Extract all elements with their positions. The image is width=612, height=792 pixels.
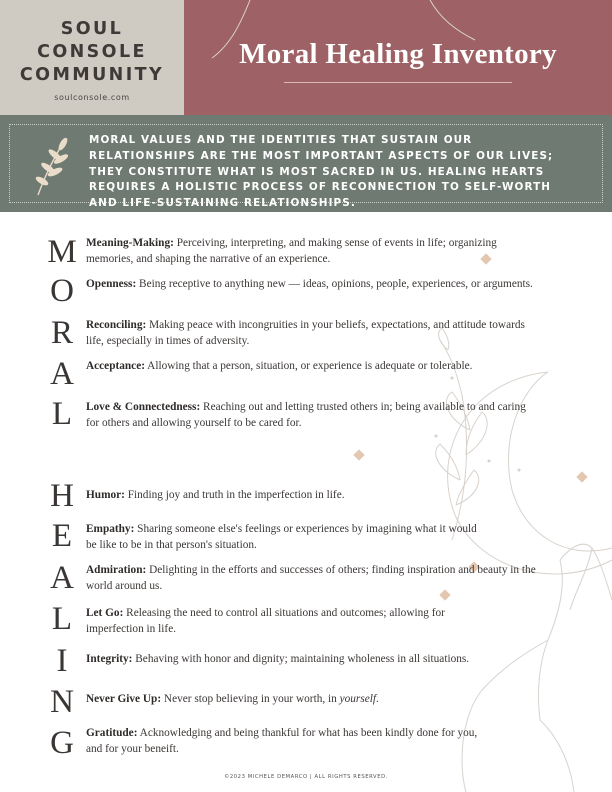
entry-love-connectedness <box>86 400 541 431</box>
entry-text: Finding joy and truth in the imperfection in life. <box>127 489 345 501</box>
acrostic-letter-o: O <box>50 273 74 309</box>
entry-term: Reconciling: <box>86 319 147 331</box>
brand-line-2: CONSOLE <box>37 42 147 62</box>
acrostic-letter-n: N <box>50 684 74 720</box>
acrostic-letter-g: G <box>50 725 74 761</box>
acrostic-letter-l2: L <box>51 601 73 637</box>
entry-term: Openness: <box>86 278 137 290</box>
entry-meaning-making <box>86 236 541 267</box>
acrostic-letter-h: H <box>50 478 74 514</box>
entry-term: Love & Connectedness: <box>86 401 201 413</box>
entry-term: Humor: <box>86 489 125 501</box>
entry-text: Making peace with incongruities in your beliefs, expectations, and attitude towards life, especially in times of adversity. <box>86 319 525 347</box>
brand-url[interactable]: soulconsole.com <box>54 93 130 102</box>
entry-empathy <box>86 522 486 553</box>
acrostic-letter-r: R <box>50 315 73 351</box>
entry-term: Meaning-Making: <box>86 237 174 249</box>
entry-text: Allowing that a person, situation, or experience is adequate or tolerable. <box>147 360 473 372</box>
entry-never-give-up <box>86 692 541 708</box>
acrostic-letter-a2: A <box>50 560 74 596</box>
entry-text: Acknowledging and being thankful for what has been kindly done for you, and for your beneift. <box>86 727 478 755</box>
entry-openness <box>86 277 541 293</box>
entry-admiration <box>86 563 541 594</box>
brand-line-3: COMMUNITY <box>19 65 165 85</box>
entry-tail: . <box>376 693 379 705</box>
entry-gratitude <box>86 726 496 757</box>
entry-text: Sharing someone else's feelings or experiences by imagining what it would be like to be in that person's situation. <box>86 523 477 551</box>
entry-acceptance <box>86 359 486 375</box>
entry-term: Admiration: <box>86 564 147 576</box>
entry-term: Never Give Up: <box>86 693 162 705</box>
entry-reconciling <box>86 318 541 349</box>
acrostic-letter-e: E <box>51 518 73 554</box>
entry-term: Let Go: <box>86 607 124 619</box>
entry-text: Delighting in the efforts and successes of others; finding inspiration and beauty in the world around us. <box>86 564 536 592</box>
entry-text: Perceiving, interpreting, and making sense of events in life; organizing memories, and shaping the narrative of an experience. <box>86 237 497 265</box>
acrostic-letter-l: L <box>51 396 73 432</box>
intro-text: MORAL VALUES AND THE IDENTITIES THAT SUSTAIN OUR RELATIONSHIPS ARE THE MOST IMPORTANT ASPECTS OF OUR LIVES; THEY CONSTITUTE WHAT IS MOST SACRED IN US. HEALING HEARTS REQUIRES A HOLISTIC PROCESS OF RECONNECTION TO SELF-WORTH AND LIFE-SUSTAINING RELATIONSHIPS. <box>89 134 554 210</box>
entry-text: Releasing the need to control all situations and outcomes; allowing for imperfection in life. <box>86 607 445 635</box>
entry-integrity <box>86 652 556 668</box>
acrostic-letter-a: A <box>50 356 74 392</box>
brand-line-1: SOUL <box>60 19 124 39</box>
page-title: Moral Healing Inventory <box>239 38 557 70</box>
entry-term: Gratitude: <box>86 727 138 739</box>
entry-emphasis: yourself <box>339 693 377 705</box>
entry-term: Acceptance: <box>86 360 145 372</box>
entry-let-go <box>86 606 476 637</box>
entry-text: Never stop believing in your worth, in <box>163 693 340 705</box>
entry-humor <box>86 488 541 504</box>
acrostic-letter-i: I <box>56 643 68 679</box>
acrostic-letter-m: M <box>47 234 77 270</box>
entry-text: Being receptive to anything new — ideas, opinions, people, experiences, or arguments. <box>139 278 533 290</box>
entry-term: Empathy: <box>86 523 135 535</box>
entry-text: Behaving with honor and dignity; maintaining wholeness in all situations. <box>135 653 470 665</box>
copyright-footer: ©2023 MICHELE DEMARCO | ALL RIGHTS RESERVED. <box>224 774 388 780</box>
entry-text: Reaching out and letting trusted others in; being available to and caring for others and allowing yourself to be cared for. <box>86 401 526 429</box>
entry-term: Integrity: <box>86 653 133 665</box>
